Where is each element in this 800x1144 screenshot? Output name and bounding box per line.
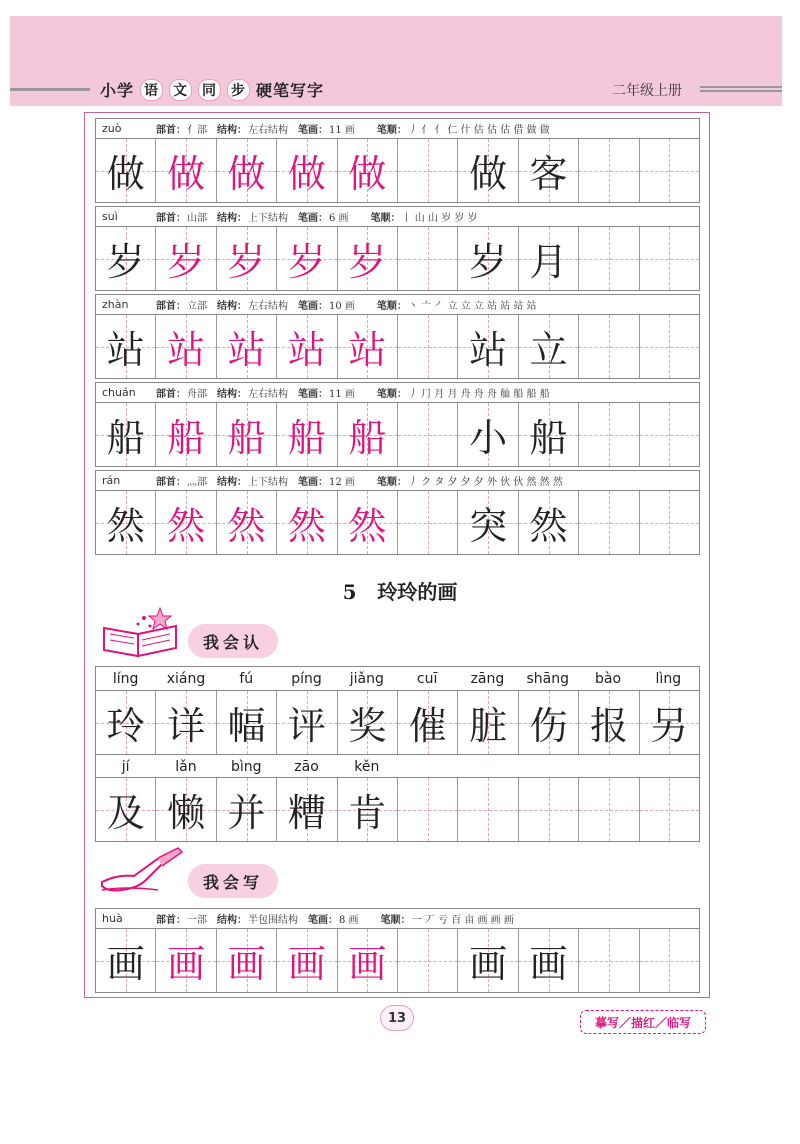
empty-cell [398, 315, 458, 378]
char-glyph: 岁 [287, 240, 326, 284]
pinyin [639, 755, 699, 777]
char-glyph: 船 [106, 416, 145, 460]
empty-cell [640, 227, 699, 290]
open-book-icon [98, 604, 184, 660]
word-char-cell [519, 491, 579, 554]
word-char-cell [519, 403, 579, 466]
empty-cell [579, 929, 639, 992]
trace-char-cell [217, 227, 277, 290]
char-glyph: 月 [529, 240, 568, 284]
empty-cell [398, 139, 458, 202]
trace-char-cell [338, 139, 398, 202]
header-line-left [10, 88, 90, 91]
empty-cell [640, 315, 699, 378]
recognize-char-cell [96, 691, 156, 754]
char-glyph: 小 [469, 416, 508, 460]
pinyin: bào [578, 667, 638, 690]
trace-char-cell [217, 139, 277, 202]
pinyin: lìng [639, 667, 699, 690]
write-info-bar: huà 部首：一部 结构：半包围结构 笔画：8 画 笔顺：一 丆 亏 百 亩 画 画 画 [96, 909, 699, 929]
char-glyph: 船 [227, 416, 266, 460]
trace-char-cell [277, 227, 337, 290]
trace-char-cell [277, 315, 337, 378]
empty-cell [579, 139, 639, 202]
char-glyph: 画 [287, 942, 326, 986]
char-glyph: 然 [227, 504, 266, 548]
empty-cell [519, 778, 579, 841]
char-glyph: 岁 [348, 240, 387, 284]
word-char-cell [519, 929, 579, 992]
model-char-cell [96, 315, 156, 378]
char-glyph: 及 [106, 791, 145, 835]
trace-char-cell [156, 929, 216, 992]
header-line-right-2 [700, 90, 782, 92]
trace-char-cell [277, 929, 337, 992]
char-glyph: 画 [227, 942, 266, 986]
pinyin [578, 755, 638, 777]
char-info-bar: zuò 部首：亻部 结构：左右结构 笔画：11 画 笔顺：丿 亻 亻 仁 什 估 估 估 借 做 做 [96, 119, 699, 139]
book-title: 小学 语 文 同 步 硬笔写字 [100, 78, 324, 101]
empty-cell [640, 929, 699, 992]
word-char-cell [458, 139, 518, 202]
recognize-char-cell [519, 691, 579, 754]
char-glyph: 做 [167, 152, 206, 196]
char-glyph: 岁 [469, 240, 508, 284]
char-glyph: 做 [348, 152, 387, 196]
char-glyph: 船 [529, 416, 568, 460]
char-glyph: 评 [287, 704, 326, 748]
char-glyph: 然 [106, 504, 145, 548]
recognize-char-cell [96, 778, 156, 841]
empty-cell [579, 491, 639, 554]
trace-char-cell [338, 491, 398, 554]
char-glyph: 脏 [469, 704, 508, 748]
pinyin: lǎn [156, 755, 216, 777]
recognize-char-cell [217, 691, 277, 754]
char-glyph: 船 [348, 416, 387, 460]
char-practice-section [95, 294, 700, 379]
pinyin: xiáng [156, 667, 216, 690]
trace-char-cell [156, 491, 216, 554]
char-practice-section [95, 118, 700, 203]
recognize-char-cell [640, 691, 699, 754]
recognize-char-cell [579, 691, 639, 754]
char-glyph: 伤 [529, 704, 568, 748]
pinyin: zhàn [102, 298, 129, 311]
pinyin: fú [217, 667, 277, 690]
recognize-char-cell [156, 691, 216, 754]
char-glyph: 玲 [106, 704, 145, 748]
pinyin: píng [277, 667, 337, 690]
char-glyph: 幅 [227, 704, 266, 748]
char-glyph: 画 [348, 942, 387, 986]
model-char-cell [96, 403, 156, 466]
char-glyph: 站 [106, 328, 145, 372]
empty-cell [398, 929, 458, 992]
char-glyph: 船 [167, 416, 206, 460]
char-info-bar: rán 部首：灬部 结构：上下结构 笔画：12 画 笔顺：丿 ク タ 夕 夕 夕 外 伙 伙 然 然 然 [96, 471, 699, 491]
char-info-bar: zhàn 部首：立部 结构：左右结构 笔画：10 画 笔顺：丶 亠 ㇒ 立 立 立 站 站 站 站 [96, 295, 699, 315]
pinyin: chuán [102, 386, 136, 399]
pinyin: jí [96, 755, 156, 777]
char-glyph: 做 [227, 152, 266, 196]
char-glyph: 站 [287, 328, 326, 372]
empty-cell [579, 403, 639, 466]
empty-cell [640, 491, 699, 554]
word-char-cell [458, 929, 518, 992]
empty-cell [398, 227, 458, 290]
empty-cell [640, 139, 699, 202]
pinyin: zāng [458, 667, 518, 690]
char-glyph: 站 [348, 328, 387, 372]
char-glyph: 懒 [167, 791, 206, 835]
word-char-cell [458, 491, 518, 554]
lesson-title: 5 玲玲的画 [342, 580, 458, 604]
char-practice-section [95, 470, 700, 555]
word-char-cell [519, 227, 579, 290]
char-glyph: 并 [227, 791, 266, 835]
char-glyph: 另 [650, 704, 689, 748]
word-char-cell [458, 227, 518, 290]
char-practice-section [95, 206, 700, 291]
empty-cell [579, 227, 639, 290]
trace-char-cell [338, 227, 398, 290]
char-glyph: 突 [469, 504, 508, 548]
trace-char-cell [277, 403, 337, 466]
trace-char-cell [217, 929, 277, 992]
char-glyph: 做 [106, 152, 145, 196]
trace-char-cell [338, 403, 398, 466]
page-number: 13 [380, 1005, 414, 1031]
char-glyph: 做 [287, 152, 326, 196]
grade-label: 二年级上册 [612, 83, 682, 99]
recognize-char-cell [338, 778, 398, 841]
practice-mode-label: 摹写／描红／临写 [580, 1010, 706, 1034]
char-glyph: 然 [529, 504, 568, 548]
word-char-cell [458, 315, 518, 378]
empty-cell [640, 403, 699, 466]
recognize-char-cell [458, 691, 518, 754]
char-glyph: 然 [287, 504, 326, 548]
char-glyph: 站 [469, 328, 508, 372]
trace-char-cell [217, 315, 277, 378]
char-glyph: 肯 [348, 791, 387, 835]
char-glyph: 奖 [348, 704, 387, 748]
recognize-badge: 我会认 [188, 624, 278, 658]
char-glyph: 岁 [106, 240, 145, 284]
char-glyph: 画 [469, 942, 508, 986]
char-glyph: 报 [589, 704, 628, 748]
recognize-char-cell [338, 691, 398, 754]
recognize-char-cell [217, 778, 277, 841]
char-glyph: 催 [408, 704, 447, 748]
empty-cell [640, 778, 699, 841]
write-practice-section [95, 908, 700, 993]
empty-cell [398, 778, 458, 841]
char-glyph: 画 [167, 942, 206, 986]
word-char-cell [519, 315, 579, 378]
recognize-char-cell [277, 691, 337, 754]
empty-cell [458, 778, 518, 841]
recognize-char-cell [156, 778, 216, 841]
char-glyph: 画 [106, 942, 145, 986]
pinyin: rán [102, 474, 121, 487]
word-char-cell [519, 139, 579, 202]
pinyin: kěn [337, 755, 397, 777]
pinyin: zuò [102, 122, 122, 135]
pinyin: cuī [397, 667, 457, 690]
model-char-cell [96, 491, 156, 554]
write-badge: 我会写 [188, 864, 278, 898]
pinyin: zāo [277, 755, 337, 777]
pinyin: shāng [518, 667, 578, 690]
char-glyph: 然 [167, 504, 206, 548]
empty-cell [398, 491, 458, 554]
empty-cell [579, 315, 639, 378]
trace-char-cell [156, 315, 216, 378]
recognize-char-cell [277, 778, 337, 841]
char-glyph: 岁 [167, 240, 206, 284]
empty-cell [398, 403, 458, 466]
pinyin: líng [96, 667, 156, 690]
pinyin [518, 755, 578, 777]
empty-cell [579, 778, 639, 841]
trace-char-cell [156, 227, 216, 290]
char-glyph: 客 [529, 152, 568, 196]
pinyin [397, 755, 457, 777]
char-glyph: 立 [529, 328, 568, 372]
char-glyph: 画 [529, 942, 568, 986]
trace-char-cell [338, 315, 398, 378]
trace-char-cell [277, 491, 337, 554]
trace-char-cell [156, 139, 216, 202]
pinyin: jiǎng [337, 667, 397, 690]
model-char-cell [96, 929, 156, 992]
char-glyph: 糟 [287, 791, 326, 835]
trace-char-cell [156, 403, 216, 466]
writing-hand-icon [98, 846, 188, 894]
header-line-right [700, 86, 782, 88]
char-glyph: 岁 [227, 240, 266, 284]
char-glyph: 做 [469, 152, 508, 196]
recognize-grid [95, 666, 700, 842]
word-char-cell [458, 403, 518, 466]
char-glyph: 然 [348, 504, 387, 548]
char-glyph: 船 [287, 416, 326, 460]
char-glyph: 站 [227, 328, 266, 372]
trace-char-cell [338, 929, 398, 992]
pinyin: suì [102, 210, 118, 223]
char-glyph: 站 [167, 328, 206, 372]
pinyin [458, 755, 518, 777]
trace-char-cell [277, 139, 337, 202]
char-info-bar: chuán 部首：舟部 结构：左右结构 笔画：11 画 笔顺：丿 ⺆ 月 月 舟 舟 舟 舢 船 船 船 [96, 383, 699, 403]
char-practice-section [95, 382, 700, 467]
pinyin: bìng [217, 755, 277, 777]
trace-char-cell [217, 491, 277, 554]
char-info-bar: suì 部首：山部 结构：上下结构 笔画：6 画 笔顺：丨 山 山 岁 岁 岁 [96, 207, 699, 227]
char-glyph: 详 [167, 704, 206, 748]
recognize-char-cell [398, 691, 458, 754]
model-char-cell [96, 227, 156, 290]
model-char-cell [96, 139, 156, 202]
trace-char-cell [217, 403, 277, 466]
